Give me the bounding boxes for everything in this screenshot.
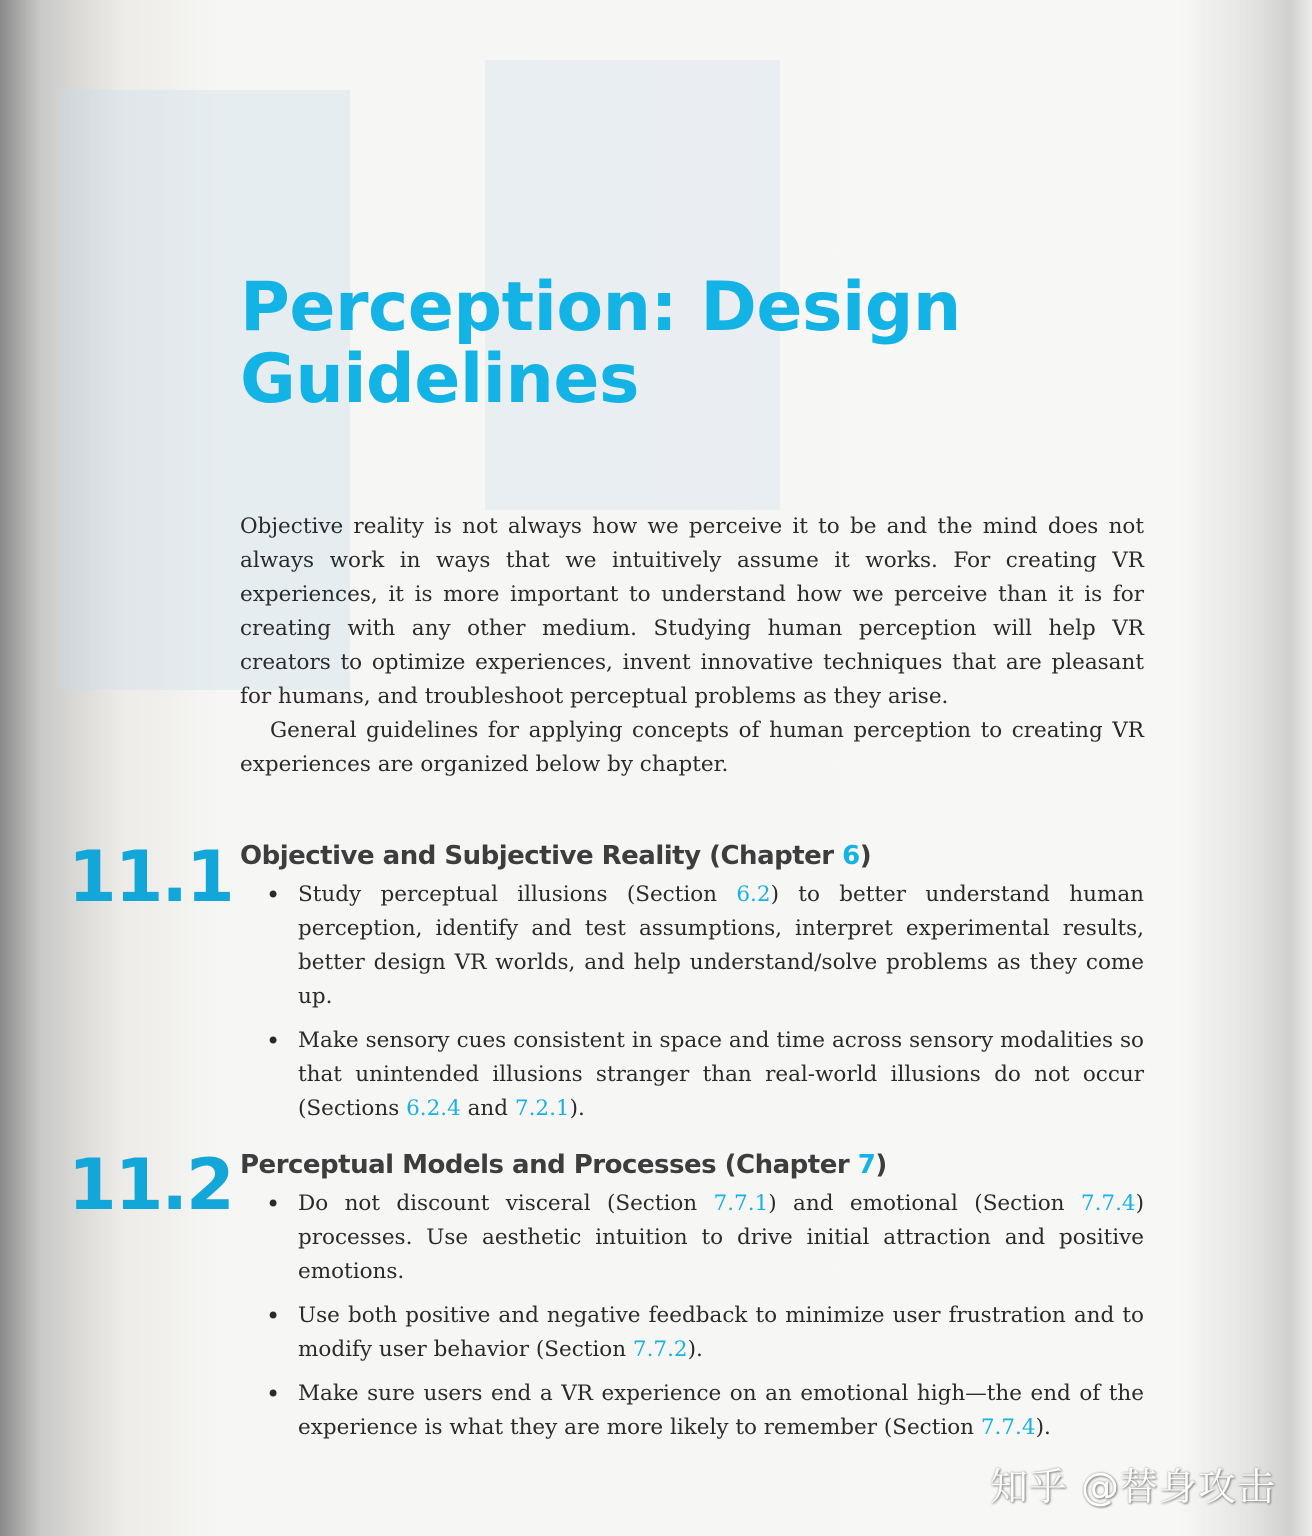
section-bullets bbox=[240, 878, 1144, 1136]
section-heading bbox=[240, 1149, 1144, 1181]
section-heading bbox=[240, 840, 1144, 872]
section-ref-link[interactable]: 7.7.4 bbox=[1080, 1191, 1136, 1216]
bullet-text: Study perceptual illusions (Section bbox=[298, 882, 737, 907]
bullet-item bbox=[240, 1377, 1144, 1445]
heading-close: ) bbox=[875, 1150, 887, 1180]
chapter-title bbox=[240, 268, 1140, 419]
bullet-text: ) and emotional (Section bbox=[768, 1191, 1081, 1216]
bullet-text: Make sensory cues consistent in space and time across sensory modalities so that unintended illusions stranger than real-world illusions do not occur (Sections bbox=[298, 1028, 1144, 1121]
section-ref-link[interactable]: 7.7.4 bbox=[980, 1415, 1036, 1440]
bullet-text: Make sure users end a VR experience on an emotional high—the end of the experience is what they are more likely to remember (Section bbox=[298, 1381, 1144, 1440]
title-line-2: Guidelines bbox=[240, 340, 639, 419]
section-ref-link[interactable]: 7.7.1 bbox=[713, 1191, 769, 1216]
intro-text bbox=[240, 510, 1144, 782]
bullet-text: Use both positive and negative feedback to minimize user frustration and to modify user behavior (Section bbox=[298, 1303, 1144, 1362]
bullet-item bbox=[240, 1024, 1144, 1126]
section-heading-text: Perceptual Models and Processes (Chapter bbox=[240, 1150, 858, 1180]
heading-close: ) bbox=[859, 841, 872, 871]
bullet-text: ). bbox=[569, 1096, 585, 1121]
bullet-text: and bbox=[460, 1096, 515, 1121]
section-ref-link[interactable]: 6.2 bbox=[736, 882, 771, 907]
bullet-item bbox=[240, 1299, 1144, 1367]
section-ref-link[interactable]: 6.2.4 bbox=[406, 1096, 461, 1121]
section-number: 11.2 bbox=[68, 1144, 233, 1226]
watermark: 知乎 @替身攻击 bbox=[989, 1465, 1276, 1509]
bullet-text: ). bbox=[1035, 1415, 1051, 1440]
chapter-link[interactable]: 6 bbox=[842, 841, 860, 871]
bullet-text: ). bbox=[687, 1337, 703, 1362]
title-line-1: Perception: Design bbox=[240, 268, 961, 347]
bullet-item bbox=[240, 1187, 1144, 1289]
section-heading-text: Objective and Subjective Reality (Chapter bbox=[240, 841, 843, 871]
intro-paragraph-1: Objective reality is not always how we perceive it to be and the mind does not always work in ways that we intuitively assume it works. For creating VR experiences, it is more important to understand how we perceive than it is for creating with any other medium. Studying human perception will help VR creators to optimize experiences, invent innovative techniques that are pleasant for humans, and troubleshoot perceptual problems as they arise. bbox=[240, 514, 1144, 709]
section-ref-link[interactable]: 7.7.2 bbox=[632, 1337, 688, 1362]
section-number: 11.1 bbox=[68, 836, 233, 918]
chapter-link[interactable]: 7 bbox=[857, 1150, 876, 1180]
bullet-text: ) to better understand human perception, identify and test assumptions, interpret experimental results, better design VR worlds, and help understand/solve problems as they come up. bbox=[298, 882, 1144, 1009]
section-ref-link[interactable]: 7.2.1 bbox=[514, 1096, 570, 1121]
bullet-text: ) processes. Use aesthetic intuition to drive initial attraction and positive emotions. bbox=[298, 1191, 1144, 1284]
section-bullets bbox=[240, 1187, 1144, 1455]
intro-paragraph-2: General guidelines for applying concepts of human perception to creating VR experiences are organized below by chapter. bbox=[240, 718, 1144, 777]
bullet-text: Do not discount visceral (Section bbox=[298, 1191, 714, 1216]
bullet-item bbox=[240, 878, 1144, 1014]
